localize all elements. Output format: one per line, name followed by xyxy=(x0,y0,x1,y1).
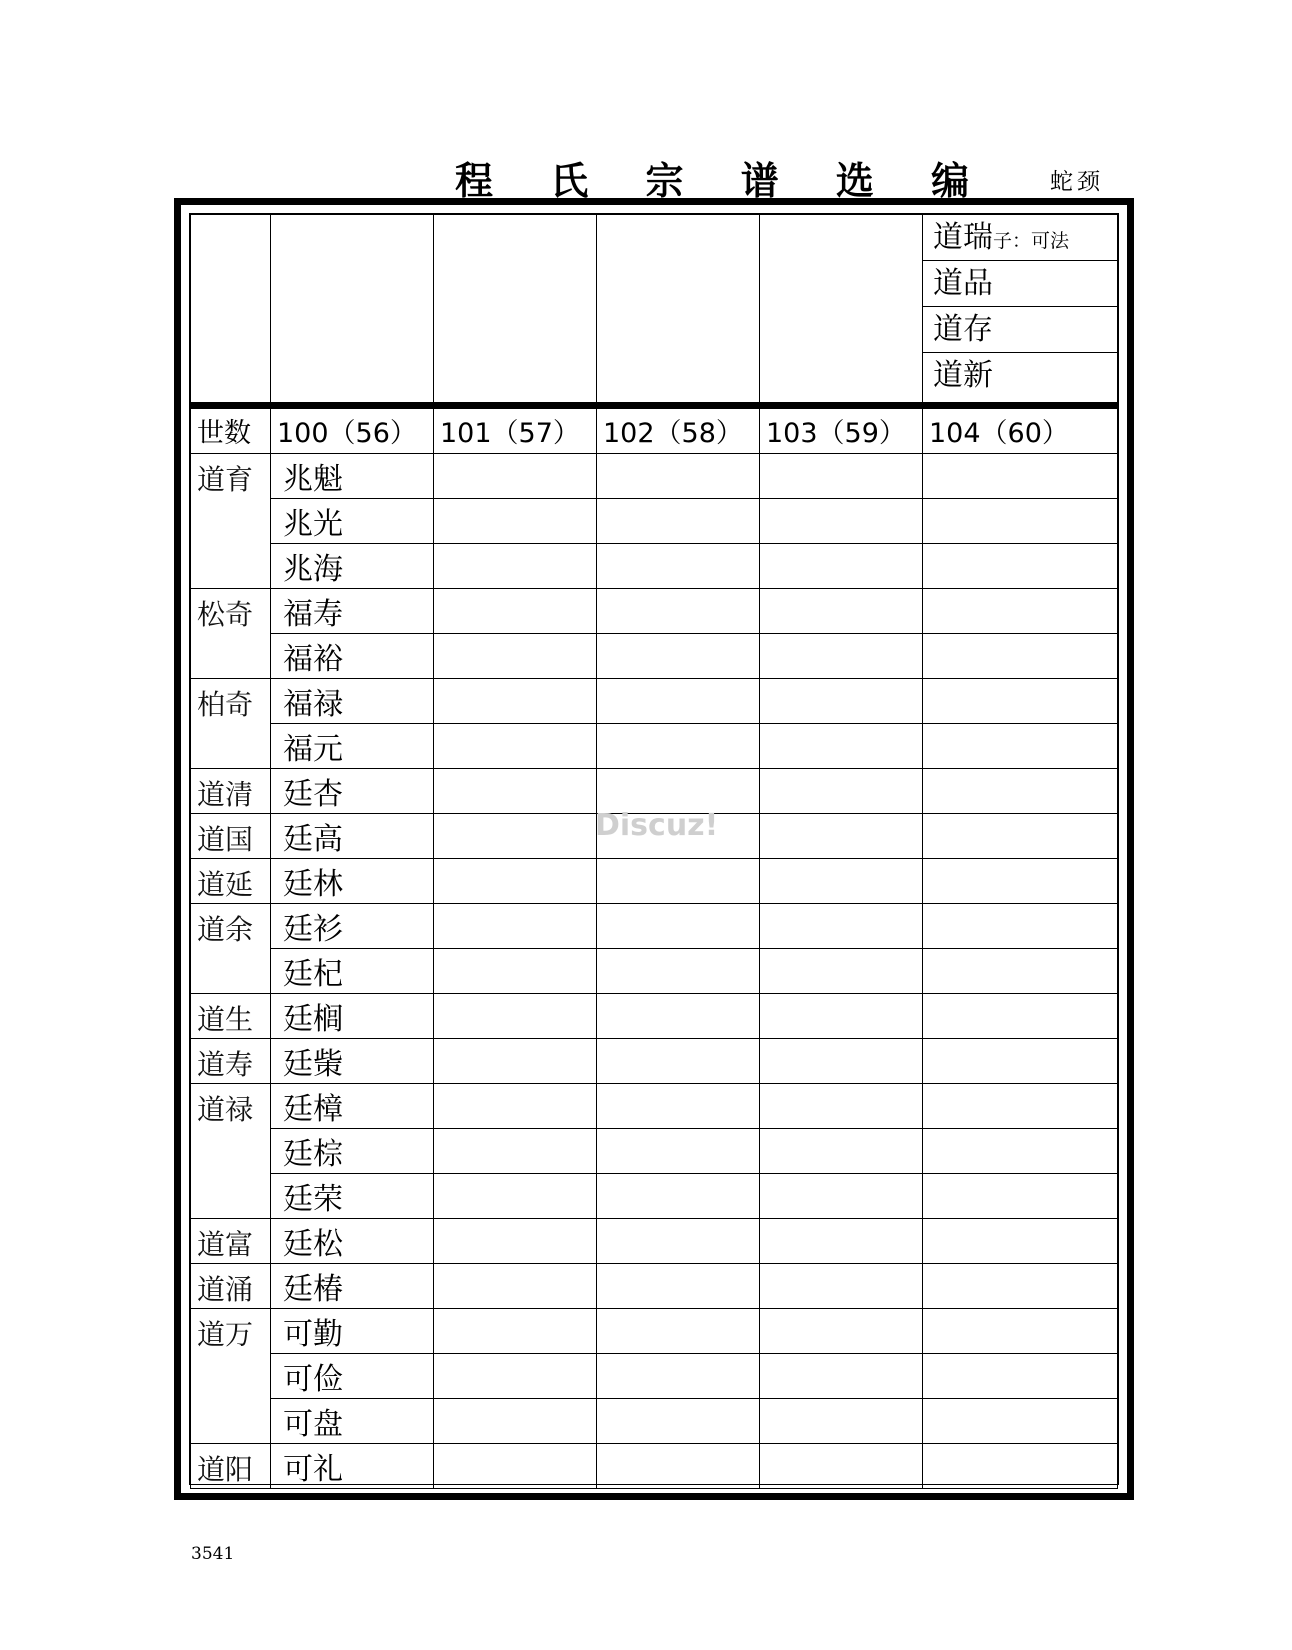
empty-cell xyxy=(434,1263,597,1308)
child-name: 廷椿 xyxy=(271,1263,434,1308)
table-row xyxy=(191,1398,1118,1443)
empty-cell xyxy=(923,723,1118,768)
empty-cell xyxy=(434,1083,597,1128)
table-row xyxy=(191,723,1118,768)
empty-cell xyxy=(760,903,923,948)
carryover-name xyxy=(923,215,1117,261)
father-name: 道余 xyxy=(191,903,271,993)
empty-cell xyxy=(760,768,923,813)
empty-cell xyxy=(760,1308,923,1353)
table-row xyxy=(191,678,1118,723)
empty-cell xyxy=(434,588,597,633)
generation-header: 100（56） xyxy=(271,409,434,454)
table-row xyxy=(191,453,1118,498)
top-cell xyxy=(760,215,923,403)
father-name: 道万 xyxy=(191,1308,271,1443)
father-name: 道生 xyxy=(191,993,271,1038)
empty-cell xyxy=(434,1128,597,1173)
father-name: 道育 xyxy=(191,453,271,588)
empty-cell xyxy=(434,1353,597,1398)
empty-cell xyxy=(434,993,597,1038)
top-cell xyxy=(597,215,760,403)
carryover-names xyxy=(923,215,1118,403)
empty-cell xyxy=(597,1173,760,1218)
empty-cell xyxy=(760,1128,923,1173)
top-cell xyxy=(434,215,597,403)
table-row xyxy=(191,948,1118,993)
empty-cell xyxy=(434,1308,597,1353)
table-row xyxy=(191,858,1118,903)
child-name: 廷樟 xyxy=(271,1083,434,1128)
carryover-name: 道新 xyxy=(933,358,993,393)
name-note: 子：可法 xyxy=(993,230,1070,252)
empty-cell xyxy=(597,1218,760,1263)
empty-cell xyxy=(760,543,923,588)
child-name: 廷高 xyxy=(271,813,434,858)
empty-cell xyxy=(760,858,923,903)
empty-cell xyxy=(597,1353,760,1398)
father-name: 道涌 xyxy=(191,1263,271,1308)
empty-cell xyxy=(760,1083,923,1128)
empty-cell xyxy=(760,1443,923,1488)
empty-cell xyxy=(923,1398,1118,1443)
father-name: 道清 xyxy=(191,768,271,813)
father-name: 道阳 xyxy=(191,1443,271,1488)
table-row xyxy=(191,1218,1118,1263)
empty-cell xyxy=(760,1173,923,1218)
empty-cell xyxy=(760,1218,923,1263)
empty-cell xyxy=(760,993,923,1038)
child-name: 廷杏 xyxy=(271,768,434,813)
table-row xyxy=(191,993,1118,1038)
child-name: 福寿 xyxy=(271,588,434,633)
empty-cell xyxy=(597,1398,760,1443)
child-name: 廷杞 xyxy=(271,948,434,993)
empty-cell xyxy=(434,903,597,948)
empty-cell xyxy=(597,1443,760,1488)
empty-cell xyxy=(923,1038,1118,1083)
empty-cell xyxy=(923,1173,1118,1218)
name-text: 道瑞 xyxy=(933,220,993,255)
empty-cell xyxy=(597,453,760,498)
empty-cell xyxy=(434,633,597,678)
page-number: 3541 xyxy=(191,1544,235,1564)
empty-cell xyxy=(923,588,1118,633)
table-row xyxy=(191,1443,1118,1488)
empty-cell xyxy=(760,633,923,678)
carryover-name: 道品 xyxy=(923,261,1117,307)
empty-cell xyxy=(597,543,760,588)
father-name: 道寿 xyxy=(191,1038,271,1083)
watermark: Discuz! xyxy=(595,808,719,843)
table-row xyxy=(191,1263,1118,1308)
empty-cell xyxy=(923,813,1118,858)
table-row xyxy=(191,1353,1118,1398)
empty-cell xyxy=(434,948,597,993)
empty-cell xyxy=(597,678,760,723)
table-row xyxy=(191,1173,1118,1218)
empty-cell xyxy=(760,813,923,858)
empty-cell xyxy=(923,633,1118,678)
child-name: 福禄 xyxy=(271,678,434,723)
empty-cell xyxy=(923,543,1118,588)
empty-cell xyxy=(923,453,1118,498)
empty-cell xyxy=(760,948,923,993)
empty-cell xyxy=(597,633,760,678)
table-row xyxy=(191,1128,1118,1173)
empty-cell xyxy=(434,498,597,543)
empty-cell xyxy=(434,768,597,813)
empty-cell xyxy=(434,1443,597,1488)
child-name: 廷榈 xyxy=(271,993,434,1038)
empty-cell xyxy=(597,1083,760,1128)
empty-cell xyxy=(923,1083,1118,1128)
header-row xyxy=(191,409,1118,454)
genealogy-table xyxy=(189,213,1119,1485)
top-cell xyxy=(191,215,271,403)
table-row xyxy=(191,588,1118,633)
empty-cell xyxy=(923,1308,1118,1353)
empty-cell xyxy=(760,1038,923,1083)
father-name: 道禄 xyxy=(191,1083,271,1218)
father-name: 道富 xyxy=(191,1218,271,1263)
child-name: 廷㭰 xyxy=(271,1038,434,1083)
carryover-name: 道存 xyxy=(923,307,1117,353)
child-name: 廷荣 xyxy=(271,1173,434,1218)
child-name: 兆光 xyxy=(271,498,434,543)
table-row xyxy=(191,768,1118,813)
generation-table xyxy=(190,408,1118,1489)
empty-cell xyxy=(434,453,597,498)
empty-cell xyxy=(597,1308,760,1353)
child-name: 廷衫 xyxy=(271,903,434,948)
table-row xyxy=(191,498,1118,543)
top-cell xyxy=(271,215,434,403)
empty-cell xyxy=(923,1263,1118,1308)
empty-cell xyxy=(760,678,923,723)
empty-cell xyxy=(923,903,1118,948)
empty-cell xyxy=(597,1263,760,1308)
empty-cell xyxy=(597,768,760,813)
child-name: 可盘 xyxy=(271,1398,434,1443)
empty-cell xyxy=(434,858,597,903)
empty-cell xyxy=(760,723,923,768)
empty-cell xyxy=(434,678,597,723)
child-name: 廷林 xyxy=(271,858,434,903)
genealogy-frame xyxy=(174,198,1134,1500)
empty-cell xyxy=(760,1353,923,1398)
generation-header: 101（57） xyxy=(434,409,597,454)
father-name: 松奇 xyxy=(191,588,271,678)
generation-label: 世数 xyxy=(191,409,271,454)
child-name: 廷棕 xyxy=(271,1128,434,1173)
child-name: 福元 xyxy=(271,723,434,768)
empty-cell xyxy=(434,723,597,768)
table-row xyxy=(191,903,1118,948)
table-row xyxy=(191,1308,1118,1353)
top-section xyxy=(190,214,1118,403)
empty-cell xyxy=(597,948,760,993)
empty-cell xyxy=(923,1353,1118,1398)
father-name: 道国 xyxy=(191,813,271,858)
child-name: 可勤 xyxy=(271,1308,434,1353)
page-title: 程 氏 宗 谱 选 编 xyxy=(455,158,992,203)
empty-cell xyxy=(434,813,597,858)
father-name: 柏奇 xyxy=(191,678,271,768)
empty-cell xyxy=(760,453,923,498)
empty-cell xyxy=(597,588,760,633)
empty-cell xyxy=(597,498,760,543)
empty-cell xyxy=(597,1038,760,1083)
empty-cell xyxy=(923,993,1118,1038)
child-name: 可俭 xyxy=(271,1353,434,1398)
empty-cell xyxy=(597,1128,760,1173)
empty-cell xyxy=(434,1038,597,1083)
empty-cell xyxy=(760,588,923,633)
empty-cell xyxy=(923,948,1118,993)
empty-cell xyxy=(923,858,1118,903)
empty-cell xyxy=(923,678,1118,723)
father-name: 道延 xyxy=(191,858,271,903)
table-row xyxy=(191,633,1118,678)
child-name: 廷松 xyxy=(271,1218,434,1263)
child-name: 可礼 xyxy=(271,1443,434,1488)
child-name: 兆魁 xyxy=(271,453,434,498)
generation-header: 103（59） xyxy=(760,409,923,454)
empty-cell xyxy=(597,858,760,903)
empty-cell xyxy=(597,993,760,1038)
generation-header: 104（60） xyxy=(923,409,1118,454)
empty-cell xyxy=(760,1263,923,1308)
empty-cell xyxy=(923,498,1118,543)
empty-cell xyxy=(923,1128,1118,1173)
empty-cell xyxy=(760,1398,923,1443)
empty-cell xyxy=(434,1398,597,1443)
empty-cell xyxy=(923,1218,1118,1263)
empty-cell xyxy=(923,768,1118,813)
table-row xyxy=(191,1038,1118,1083)
child-name: 福裕 xyxy=(271,633,434,678)
generation-header: 102（58） xyxy=(597,409,760,454)
empty-cell xyxy=(597,723,760,768)
empty-cell xyxy=(434,1218,597,1263)
empty-cell xyxy=(597,903,760,948)
empty-cell xyxy=(760,498,923,543)
table-row xyxy=(191,1083,1118,1128)
place-label: 蛇颈 xyxy=(1050,169,1104,195)
empty-cell xyxy=(923,1443,1118,1488)
empty-cell xyxy=(434,543,597,588)
table-row xyxy=(191,543,1118,588)
child-name: 兆海 xyxy=(271,543,434,588)
empty-cell xyxy=(434,1173,597,1218)
